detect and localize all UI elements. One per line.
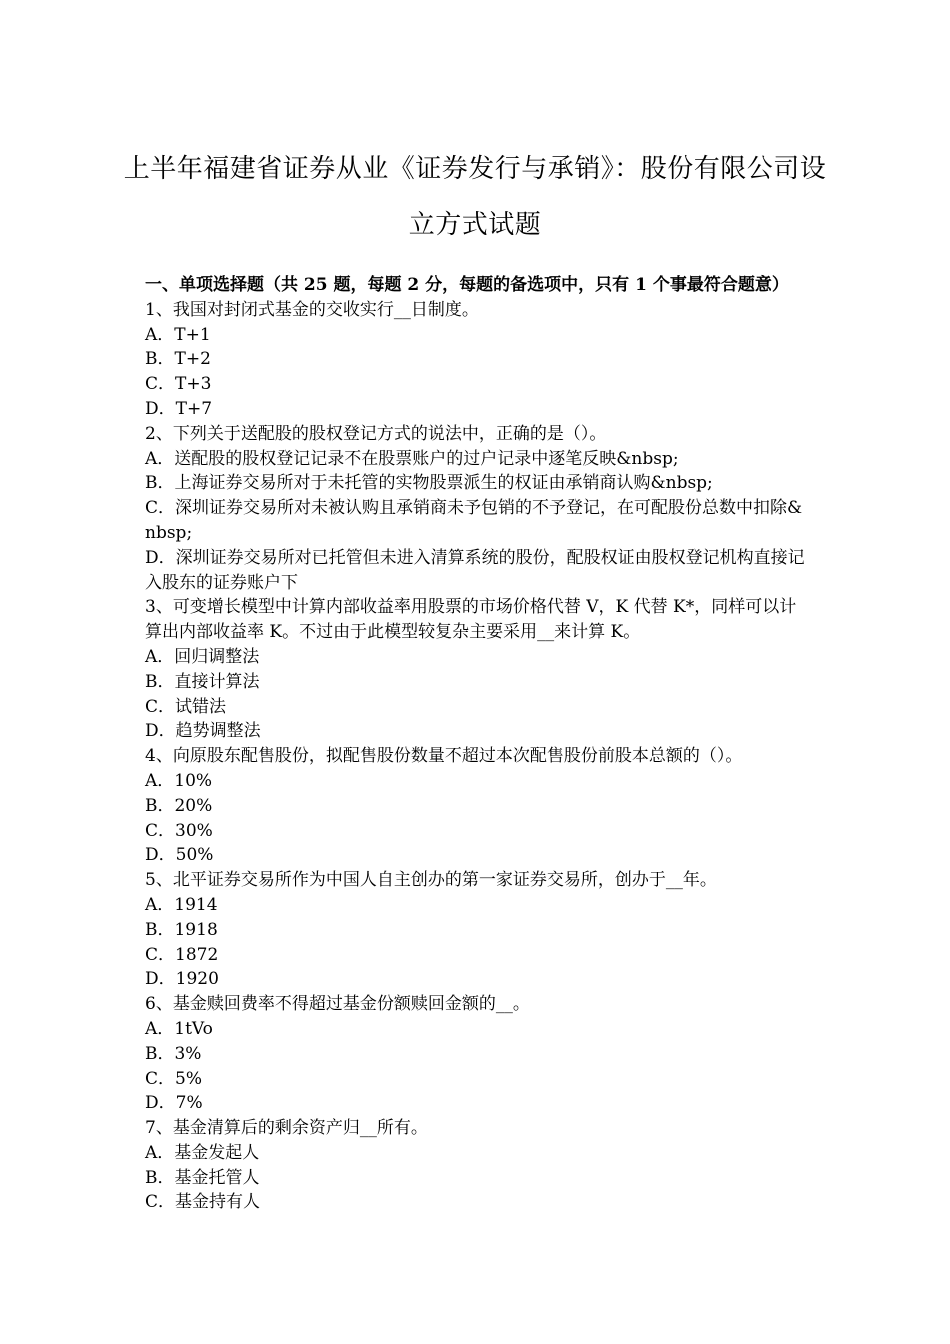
option-item: B．20%: [145, 795, 213, 816]
option-item: A．T+1: [145, 324, 211, 345]
option-item: D．7%: [145, 1093, 203, 1114]
question-stem: 4、向原股东配售股份，拟配售股份数量不超过本次配售股份前股本总额的（）。: [145, 746, 743, 767]
question-block: [145, 298, 811, 422]
option-item: A．送配股的股权登记记录不在股票账户的过户记录中逐笔反映&nbsp;: [145, 448, 679, 469]
title-line-1: 上半年福建省证券从业《证券发行与承销》：股份有限公司设: [123, 154, 827, 184]
question-stem: 7、基金清算后的剩余资产归__所有。: [145, 1118, 428, 1139]
question-block: [145, 992, 811, 1116]
question-block: [145, 422, 811, 596]
option-item: C．基金持有人: [145, 1192, 261, 1213]
question-block: [145, 595, 811, 744]
option-item: D．趋势调整法: [145, 721, 261, 742]
option-item: B．T+2: [145, 349, 211, 370]
option-item: B．直接计算法: [145, 671, 260, 692]
option-item: C．1872: [145, 944, 219, 965]
option-item: D．1920: [145, 969, 219, 990]
option-item: D．50%: [145, 845, 214, 866]
title-line-2: 立方式试题: [408, 210, 542, 240]
option-item: A．回归调整法: [145, 646, 260, 667]
option-item: A．1914: [145, 894, 218, 915]
option-item: A．1tVo: [145, 1018, 213, 1039]
option-item: C．深圳证券交易所对未被认购且承销商未予包销的不予登记，在可配股份总数中扣除&nbsp;: [145, 498, 803, 543]
option-item: A．基金发起人: [145, 1142, 260, 1163]
option-item: D．深圳证券交易所对已托管但未进入清算系统的股份，配股权证由股权登记机构直接记入股东的证券账户下: [145, 547, 805, 593]
question-block: [145, 1116, 811, 1215]
option-item: C．5%: [145, 1068, 202, 1089]
question-block: [145, 744, 811, 868]
section-heading: 一、单项选择题（共 25 题，每题 2 分，每题的备选项中，只有 1 个事最符合题意）: [145, 275, 789, 295]
option-item: A．10%: [145, 770, 213, 791]
option-item: B．基金托管人: [145, 1167, 260, 1188]
option-item: B．上海证券交易所对于未托管的实物股票派生的权证由承销商认购&nbsp;: [145, 473, 713, 494]
question-content: [145, 273, 811, 1215]
option-item: B．1918: [145, 919, 218, 940]
question-stem: 5、北平证券交易所作为中国人自主创办的第一家证券交易所，创办于__年。: [145, 870, 717, 891]
option-item: C．30%: [145, 820, 213, 841]
option-item: C．T+3: [145, 374, 212, 395]
question-stem: 3、可变增长模型中计算内部收益率用股票的市场价格代替 V，K 代替 K*，同样可以计算出内部收益率 K。不过由于此模型较复杂主要采用__来计算 K。: [145, 597, 797, 643]
option-item: B．3%: [145, 1043, 202, 1064]
question-stem: 1、我国对封闭式基金的交收实行__日制度。: [145, 299, 479, 320]
question-stem: 6、基金赎回费率不得超过基金份额赎回金额的__。: [145, 994, 530, 1015]
question-stem: 2、下列关于送配股的股权登记方式的说法中，正确的是（）。: [145, 423, 607, 444]
option-item: C．试错法: [145, 696, 227, 717]
document-title: [100, 141, 850, 253]
question-block: [145, 868, 811, 992]
option-item: D．T+7: [145, 398, 213, 419]
